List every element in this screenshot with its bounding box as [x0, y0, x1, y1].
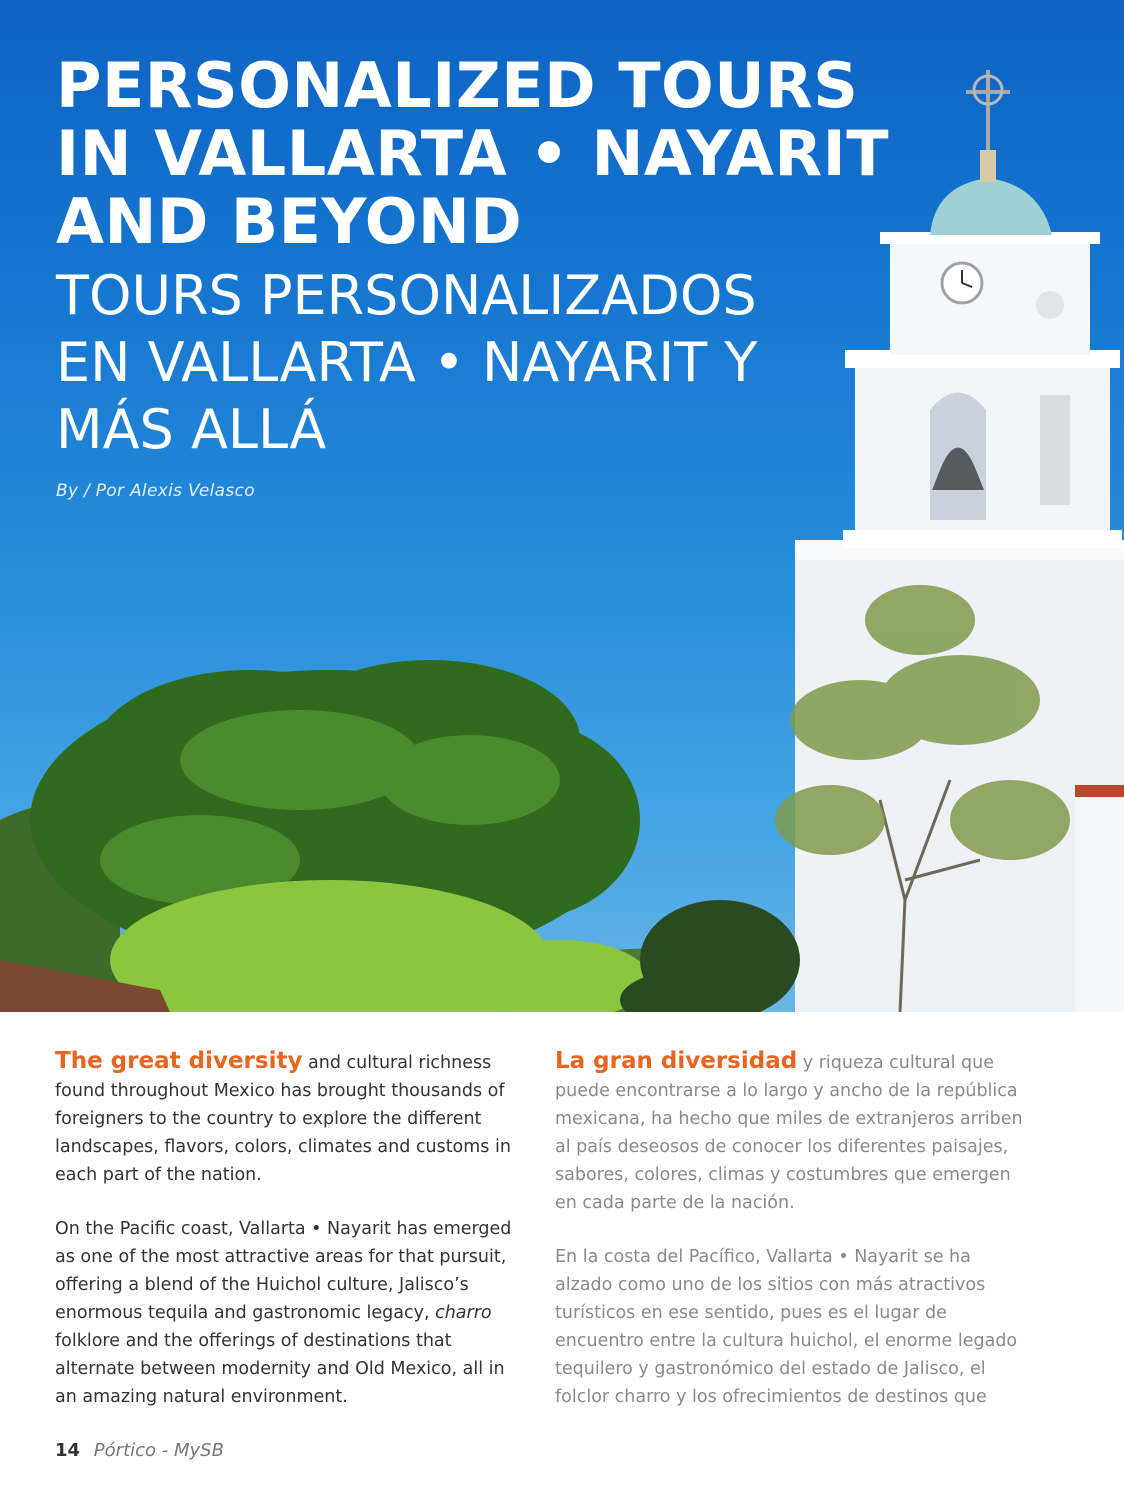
english-column	[55, 1047, 520, 1437]
magazine-name: Pórtico - MySB	[93, 1440, 224, 1461]
paragraph-text: and cultural richness found throughout Mexico has brought thousands of foreigners to the country to explore the different landscapes, flavors, colors, climates and customs in each part of the nation.	[55, 1053, 511, 1185]
paragraph-text: folklore and the offerings of destinations that alternate between modernity and Old Mexico, all in an amazing natural environment.	[55, 1331, 505, 1407]
page-footer	[55, 1440, 224, 1461]
paragraph-text: y riqueza cultural que puede encontrarse a lo largo y ancho de la república mexicana, ha hecho que miles de extranjeros arriben al país deseosos de conocer los diferentes paisajes, sabores, colores, climas y costumbres que emergen en cada parte de la nación.	[555, 1053, 1023, 1213]
title-english	[56, 49, 916, 258]
italic-term: charro	[435, 1303, 492, 1323]
title-en-line: AND BEYOND	[56, 185, 523, 258]
spanish-paragraph-2: En la costa del Pacífico, Vallarta • Nayarit se ha alzado como uno de los sitios con más atractivos turísticos en ese sentido, pues es el lugar de encuentro entre la cultura huichol, el enorme legado tequilero y gastronómico del estado de Jalisco, el folclor charro y los ofrecimientos de destinos que	[555, 1247, 1018, 1407]
title-es-line: EN VALLARTA • NAYARIT Y	[56, 331, 758, 394]
page-number: 14	[55, 1440, 81, 1461]
title-block	[56, 49, 916, 501]
lead-phrase: La gran diversidad	[555, 1048, 798, 1074]
english-paragraph-1	[55, 1047, 520, 1189]
byline: By / Por Alexis Velasco	[56, 481, 255, 501]
title-es-line: TOURS PERSONALIZADOS	[56, 264, 757, 327]
paragraph-text: On the Pacific coast, Vallarta • Nayarit has emerged as one of the most attractive areas for that pursuit, offering a blend of the Huichol culture, Jalisco’s enormous tequila and gastronomic legacy,	[55, 1219, 512, 1323]
spanish-paragraph-1	[555, 1047, 1030, 1217]
lead-phrase: The great diversity	[55, 1048, 303, 1074]
english-paragraph-2	[55, 1215, 520, 1411]
title-en-line: PERSONALIZED TOURS	[56, 49, 859, 122]
title-spanish	[56, 262, 916, 463]
title-en-line: IN VALLARTA • NAYARIT	[56, 117, 889, 190]
title-es-line: MÁS ALLÁ	[56, 398, 327, 461]
spanish-column	[555, 1047, 1030, 1437]
